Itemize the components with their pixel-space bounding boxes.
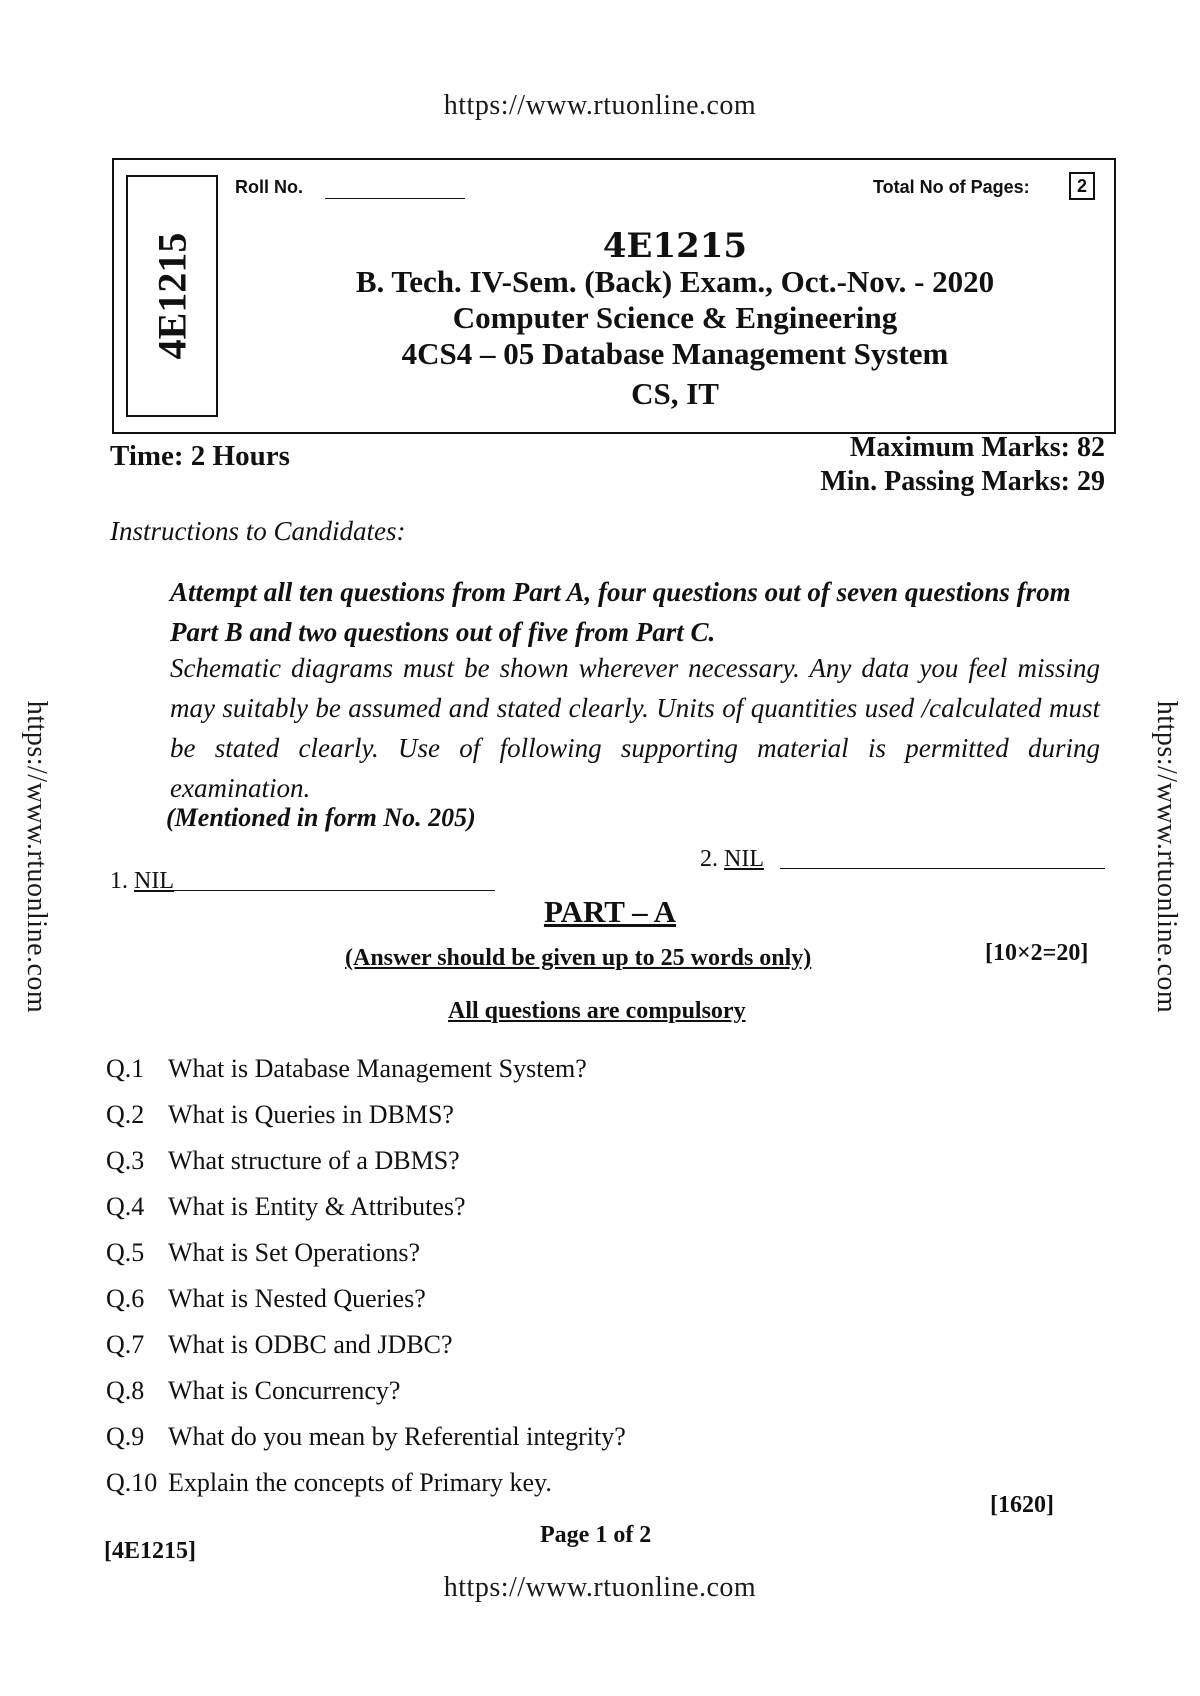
instructions-heading: Instructions to Candidates:: [110, 516, 406, 546]
question-item: [106, 1460, 806, 1506]
question-text: What is Concurrency?: [168, 1376, 401, 1405]
question-item: [106, 1276, 806, 1322]
part-a-title: PART – A: [543, 894, 677, 929]
question-list: [106, 1046, 806, 1506]
material-2-line: [780, 868, 1105, 869]
question-text: What is Queries in DBMS?: [168, 1100, 454, 1129]
question-text: What is Entity & Attributes?: [168, 1192, 466, 1221]
subject: 4CS4 – 05 Database Management System: [401, 336, 949, 371]
question-item: [106, 1092, 806, 1138]
question-item: [106, 1322, 806, 1368]
instructions-attempt: Attempt all ten questions from Part A, four questions out of seven questions from Part B and two questions out of five from Part C.: [170, 577, 1071, 647]
question-text: What is Set Operations?: [168, 1238, 420, 1267]
maximum-marks: Maximum Marks: 82: [849, 432, 1105, 463]
question-text: What is ODBC and JDBC?: [168, 1330, 453, 1359]
total-pages-label: Total No of Pages:: [873, 177, 1030, 197]
instructions-body: Schematic diagrams must be shown wherever necessary. Any data you feel missing may suitably be assumed and stated clearly. Units of quantities used /calculated must be stated clearly. Use of following supporting material is permitted during examination.: [170, 653, 1100, 803]
question-item: [106, 1368, 806, 1414]
paper-code-vertical: 4E1215: [149, 232, 195, 360]
answer-length-note: (Answer should be given up to 25 words only): [345, 945, 812, 971]
question-number: Q.9: [106, 1422, 145, 1451]
material-1-num: 1.: [110, 868, 128, 894]
page-number: Page 1 of 2: [540, 1522, 652, 1548]
exam-time: Time: 2 Hours: [110, 440, 290, 472]
question-text: What structure of a DBMS?: [168, 1146, 460, 1175]
question-item: [106, 1184, 806, 1230]
question-number: Q.5: [106, 1238, 145, 1267]
watermark-top: https://www.rtuonline.com: [443, 90, 757, 121]
question-text: Explain the concepts of Primary key.: [168, 1468, 552, 1497]
question-item: [106, 1414, 806, 1460]
material-1-line: [165, 890, 495, 891]
branch: Computer Science & Engineering: [452, 300, 898, 335]
part-a-marks: [10×2=20]: [985, 940, 1089, 966]
question-item: [106, 1138, 806, 1184]
question-number: Q.10: [106, 1468, 158, 1497]
question-number: Q.2: [106, 1100, 145, 1129]
footer-code-right: [1620]: [990, 1492, 1054, 1518]
question-number: Q.1: [106, 1054, 145, 1083]
question-number: Q.7: [106, 1330, 145, 1359]
watermark-bottom: https://www.rtuonline.com: [443, 1572, 757, 1603]
question-text: What is Nested Queries?: [168, 1284, 426, 1313]
question-number: Q.6: [106, 1284, 145, 1313]
question-item: [106, 1046, 806, 1092]
instructions-form-note: (Mentioned in form No. 205): [166, 803, 476, 832]
material-2-num: 2.: [700, 846, 718, 872]
roll-no-label: Roll No.: [235, 177, 303, 197]
question-number: Q.3: [106, 1146, 145, 1175]
question-number: Q.8: [106, 1376, 145, 1405]
exam-title: B. Tech. IV-Sem. (Back) Exam., Oct.-Nov. - 2020: [355, 264, 995, 299]
footer-paper-code: [4E1215]: [104, 1538, 196, 1564]
question-number: Q.4: [106, 1192, 145, 1221]
roll-no-line: [325, 198, 465, 199]
total-pages-value: 2: [1069, 172, 1095, 200]
question-text: What do you mean by Referential integrity?: [168, 1422, 626, 1451]
watermark-right: https://www.rtuonline.com: [1151, 700, 1182, 1014]
streams: CS, IT: [631, 376, 719, 411]
paper-code: 4E1215: [602, 226, 748, 266]
min-passing-marks: Min. Passing Marks: 29: [820, 466, 1105, 497]
material-2: [700, 846, 764, 873]
material-2-value: NIL: [724, 846, 764, 872]
compulsory-note: All questions are compulsory: [448, 998, 746, 1024]
material-1-value: NIL: [134, 868, 174, 894]
question-item: [106, 1230, 806, 1276]
question-text: What is Database Management System?: [168, 1054, 587, 1083]
watermark-left: https://www.rtuonline.com: [21, 700, 52, 1014]
